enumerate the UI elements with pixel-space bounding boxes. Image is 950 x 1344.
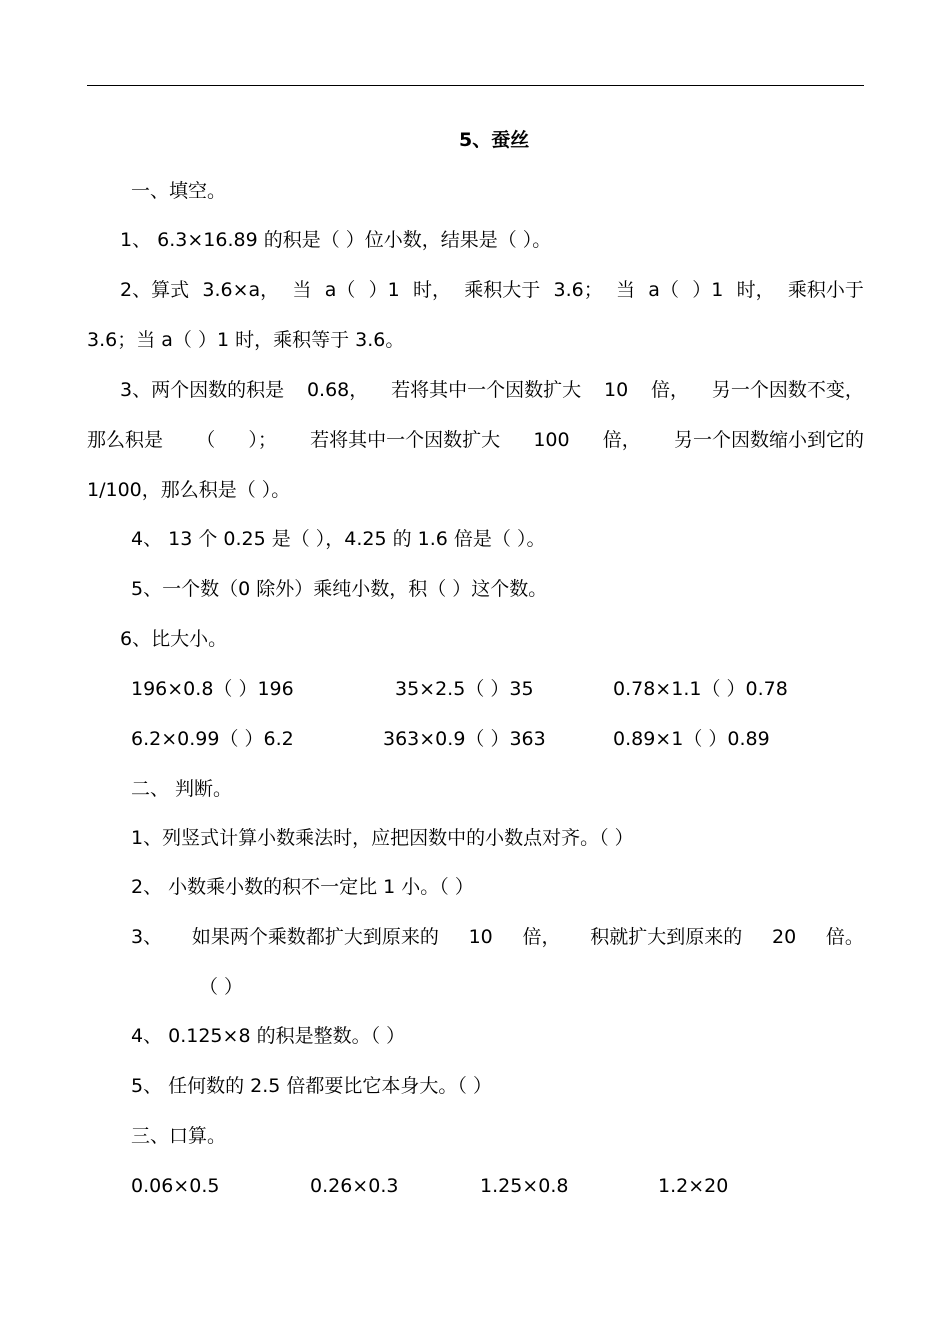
q3-seg: 若将其中一个因数扩大 — [310, 429, 501, 451]
q2-seg: 当 — [616, 279, 636, 301]
mental-math-item: 1.2×20 — [658, 1175, 729, 1197]
q3-seg: 若将其中一个因数扩大 — [391, 379, 582, 401]
judge-2: 2、 小数乘小数的积不一定比 1 小。（ ） — [131, 876, 474, 898]
judge-1: 1、列竖式计算小数乘法时，应把因数中的小数点对齐。（ ） — [131, 827, 634, 849]
q3-seg: 另一个因数不变， — [711, 379, 864, 401]
q3-seg: 0.68， — [306, 379, 369, 401]
compare-item: 35×2.5（ ）35 — [395, 678, 534, 700]
q2-seg: 乘积大于 — [464, 279, 541, 301]
compare-item: 196×0.8（ ）196 — [131, 678, 294, 700]
q3-seg: 倍， — [651, 379, 690, 401]
judge-5: 5、 任何数的 2.5 倍都要比它本身大。（ ） — [131, 1075, 492, 1097]
q2-seg: 乘积小于 — [787, 279, 864, 301]
question-3-line-2 — [87, 428, 864, 452]
j3-seg: 如果两个乘数都扩大到原来的 — [191, 926, 439, 948]
mental-math-item: 1.25×0.8 — [480, 1175, 569, 1197]
header-rule — [87, 85, 864, 86]
q2-seg: 3.6×a， — [202, 279, 280, 301]
question-4: 4、 13 个 0.25 是（ ），4.25 的 1.6 倍是（ ）。 — [131, 528, 546, 550]
section-heading-fill-blank: 一、填空。 — [131, 180, 227, 202]
q2-seg: 时， — [412, 279, 451, 301]
judge-4: 4、 0.125×8 的积是整数。（ ） — [131, 1025, 406, 1047]
question-1: 1、 6.3×16.89 的积是（ ）位小数，结果是（ ）。 — [120, 229, 552, 251]
question-3-line-1 — [120, 378, 864, 402]
page-title: 5、蚕丝 — [459, 129, 530, 151]
q2-seg: 2、算式 — [120, 279, 190, 301]
q3-seg: 100 — [533, 429, 570, 451]
section-heading-mental-math: 三、口算。 — [131, 1125, 227, 1147]
q3-seg: 倍， — [602, 429, 641, 451]
q2-seg: ）1 — [692, 279, 724, 301]
j3-seg: 倍。 — [825, 926, 864, 948]
j3-seg: 倍， — [522, 926, 561, 948]
q2-seg: 当 — [292, 279, 312, 301]
q3-seg: 10 — [604, 379, 629, 401]
q3-seg: ）； — [248, 429, 277, 451]
q2-seg: ）1 — [368, 279, 400, 301]
q2-seg: 时， — [736, 279, 775, 301]
j3-seg: 20 — [772, 926, 797, 948]
compare-item: 0.89×1（ ）0.89 — [613, 728, 770, 750]
question-2-line-2: 3.6；当 a（ ）1 时，乘积等于 3.6。 — [87, 329, 405, 351]
mental-math-item: 0.06×0.5 — [131, 1175, 220, 1197]
q3-seg: 另一个因数缩小到它的 — [673, 429, 864, 451]
q2-seg: a（ — [648, 279, 679, 301]
question-6: 6、比大小。 — [120, 628, 228, 650]
judge-3-line-1 — [131, 925, 864, 949]
compare-item: 363×0.9（ ）363 — [383, 728, 546, 750]
q3-seg: 3、两个因数的积是 — [120, 379, 285, 401]
section-heading-judge: 二、 判断。 — [131, 778, 233, 800]
q2-seg: a（ — [324, 279, 356, 301]
j3-seg: 积就扩大到原来的 — [590, 926, 743, 948]
question-2-line-1 — [120, 278, 864, 302]
j3-seg: 3、 — [131, 926, 163, 948]
compare-item: 0.78×1.1（ ）0.78 — [613, 678, 788, 700]
question-5: 5、一个数（0 除外）乘纯小数，积（ ）这个数。 — [131, 578, 548, 600]
q2-seg: 3.6； — [553, 279, 603, 301]
mental-math-item: 0.26×0.3 — [310, 1175, 399, 1197]
j3-seg: 10 — [468, 926, 493, 948]
q3-seg: 那么积是 — [87, 429, 164, 451]
judge-3-line-2: （ ） — [199, 976, 244, 998]
compare-item: 6.2×0.99（ ）6.2 — [131, 728, 294, 750]
question-3-line-3: 1/100，那么积是（ ）。 — [87, 479, 291, 501]
q3-seg: （ — [196, 429, 216, 451]
